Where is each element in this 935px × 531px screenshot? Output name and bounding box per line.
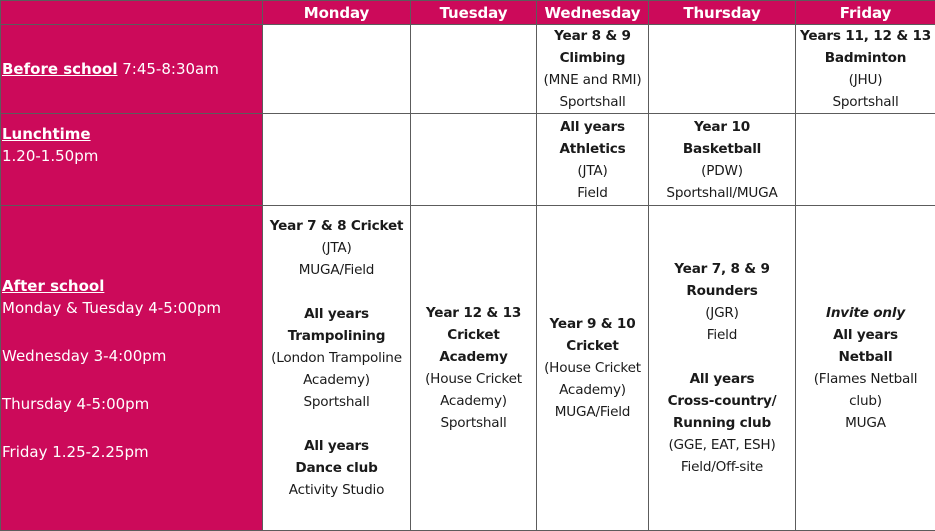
activity-staff: (House Cricket	[425, 371, 522, 387]
header-thursday: Thursday	[649, 1, 796, 25]
activity-venue: Field	[577, 184, 608, 201]
activity-staff: Academy)	[559, 382, 626, 398]
activity-title: Years 11, 12 & 13	[799, 28, 932, 44]
lunchtime-title: Lunchtime	[2, 125, 91, 143]
cell-before-tuesday	[411, 25, 537, 114]
activity-staff: (JGR)	[705, 305, 739, 321]
activity-name: Netball	[838, 349, 893, 365]
activity-venue: Sportshall	[559, 94, 626, 110]
activity-venue: Activity Studio	[288, 482, 385, 498]
lunchtime-time: 1.20-1.50pm	[2, 147, 99, 165]
row-lunchtime	[1, 114, 935, 206]
activity-staff: (JTA)	[577, 162, 608, 179]
cell-after-wednesday	[537, 206, 649, 531]
activity-name: Trampolining	[287, 328, 386, 344]
activity-title: Year 9 & 10	[549, 316, 636, 332]
before-school-time: 7:45-8:30am	[117, 60, 219, 78]
activity-staff: Academy)	[440, 393, 507, 409]
before-school-title: Before school	[2, 60, 118, 78]
after-school-time-mon-tue: Monday & Tuesday 4-5:00pm	[2, 299, 222, 317]
activity-name: Cross-country/	[667, 393, 777, 409]
row-label-after-school	[1, 206, 263, 531]
activity-title: All years	[304, 306, 369, 322]
activity-name: Badminton	[824, 50, 907, 66]
activity-name: Dance club	[295, 460, 378, 476]
cell-after-friday	[796, 206, 935, 531]
row-label-before-school	[1, 25, 263, 114]
cell-lunch-wednesday	[537, 114, 649, 206]
activity-staff: club)	[849, 393, 882, 409]
cell-before-friday	[796, 25, 935, 114]
activity-title: Year 7 & 8 Cricket	[269, 218, 404, 234]
activity-title: All years	[833, 327, 898, 343]
activity-name: Rounders	[686, 283, 758, 299]
activity-venue: Field	[706, 327, 738, 343]
activity-venue: Sportshall/MUGA	[666, 184, 778, 201]
cell-before-wednesday	[537, 25, 649, 114]
activity-staff: (London Trampoline	[271, 350, 402, 366]
activity-staff: (GGE, EAT, ESH)	[668, 437, 776, 453]
after-school-time-fri: Friday 1.25-2.25pm	[2, 443, 149, 461]
activity-staff: (JHU)	[848, 72, 883, 88]
activity-venue: Sportshall	[832, 94, 899, 110]
activity-staff: (House Cricket	[544, 360, 641, 376]
activity-name: Cricket	[447, 327, 500, 343]
row-label-lunchtime	[1, 114, 263, 206]
header-row	[1, 1, 935, 25]
cell-after-thursday	[649, 206, 796, 531]
after-school-time-thu: Thursday 4-5:00pm	[2, 395, 150, 413]
activity-venue: MUGA/Field	[298, 262, 375, 278]
cell-before-thursday	[649, 25, 796, 114]
cell-lunch-tuesday	[411, 114, 537, 206]
cell-after-tuesday	[411, 206, 537, 531]
activity-venue: Field/Off-site	[680, 459, 764, 475]
activity-title: All years	[560, 118, 625, 135]
after-school-title: After school	[2, 277, 105, 295]
header-friday: Friday	[796, 1, 935, 25]
cell-after-monday	[263, 206, 411, 531]
activity-title: All years	[304, 438, 369, 454]
activity-name: Running club	[672, 415, 772, 431]
activity-title: Year 7, 8 & 9	[674, 261, 770, 277]
header-corner	[1, 1, 263, 25]
activity-title: All years	[689, 371, 755, 387]
header-tuesday: Tuesday	[411, 1, 537, 25]
row-before-school	[1, 25, 935, 114]
activity-name: Basketball	[682, 140, 762, 157]
activity-venue: MUGA/Field	[554, 404, 631, 420]
activity-staff: (JTA)	[321, 240, 352, 256]
activity-staff: (Flames Netball	[813, 371, 918, 387]
activity-name: Athletics	[559, 140, 626, 157]
activity-name: Cricket	[566, 338, 619, 354]
activity-venue: Sportshall	[440, 415, 507, 431]
activity-title: Year 10	[694, 118, 750, 135]
activity-staff: (PDW)	[701, 162, 743, 179]
activity-title: Year 12 & 13	[425, 305, 522, 321]
cell-before-monday	[263, 25, 411, 114]
cell-lunch-monday	[263, 114, 411, 206]
header-wednesday: Wednesday	[537, 1, 649, 25]
activity-name: Climbing	[559, 50, 626, 66]
cell-lunch-thursday	[649, 114, 796, 206]
invite-only-note: Invite only	[825, 305, 906, 321]
activity-title: Year 8 & 9	[554, 28, 631, 44]
row-after-school	[1, 206, 935, 531]
header-monday: Monday	[263, 1, 411, 25]
cell-lunch-friday	[796, 114, 935, 206]
activity-name: Academy	[439, 349, 508, 365]
activity-venue: MUGA	[845, 415, 886, 431]
after-school-time-wed: Wednesday 3-4:00pm	[2, 347, 167, 365]
activity-staff: Academy)	[303, 372, 370, 388]
activity-venue: Sportshall	[303, 394, 370, 410]
activity-staff: (MNE and RMI)	[543, 72, 642, 88]
